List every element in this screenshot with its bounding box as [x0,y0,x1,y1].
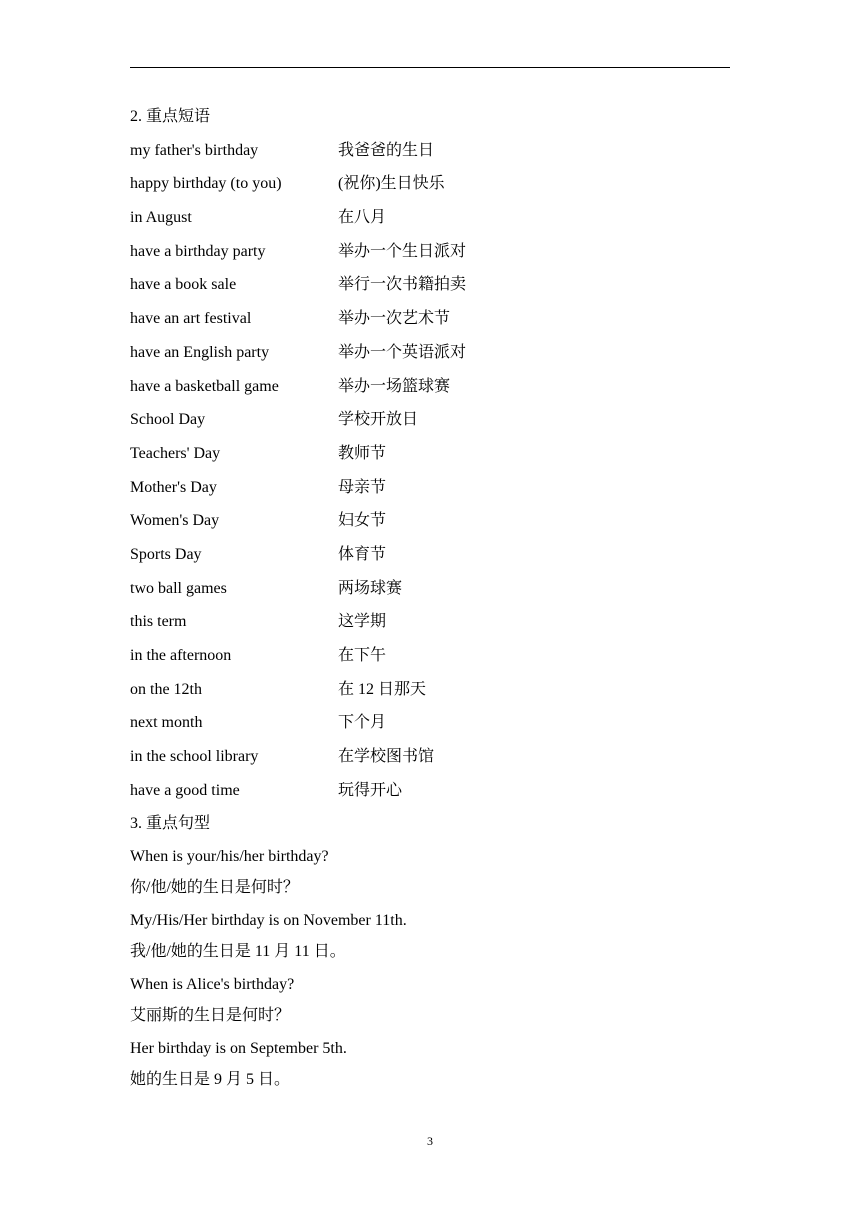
phrase-row [130,740,730,774]
phrase-chinese: 在八月 [338,209,387,227]
phrase-chinese: 在学校图书馆 [338,748,435,766]
phrase-english: Sports Day [130,545,202,563]
phrase-chinese: 妇女节 [338,512,387,530]
phrase-row [130,302,730,336]
sentence-pair [130,905,730,967]
phrase-row [130,504,730,538]
phrase-chinese: 举办一个英语派对 [338,343,467,361]
phrase-english: Mother's Day [130,478,217,496]
phrase-row [130,268,730,302]
document-body [130,100,730,1097]
phrase-english: in the school library [130,748,259,766]
sentences-heading: 3. 重点句型 [130,815,211,833]
phrase-english: have a birthday party [130,242,266,260]
phrase-chinese: 举办一个生日派对 [338,242,467,260]
phrase-chinese: (祝你)生日快乐 [338,175,445,193]
phrase-row [130,370,730,404]
phrase-english: happy birthday (to you) [130,175,282,193]
sentence-english: My/His/Her birthday is on November 11th. [130,912,407,930]
phrase-english: this term [130,613,187,631]
phrase-row [130,167,730,201]
phrase-english: have a book sale [130,276,237,294]
sentence-pair [130,1033,730,1095]
sentence-pair [130,841,730,903]
phrase-english: School Day [130,411,206,429]
phrase-english: on the 12th [130,680,202,698]
phrase-row [130,134,730,168]
phrase-row [130,538,730,572]
phrase-english: my father's birthday [130,141,259,159]
phrase-english: next month [130,714,203,732]
phrase-english: Women's Day [130,512,220,530]
sentence-english: When is your/his/her birthday? [130,848,329,866]
phrase-english: Teachers' Day [130,444,221,462]
sentence-chinese: 你/他/她的生日是何时？ [130,879,299,897]
sentence-chinese: 艾丽斯的生日是何时？ [130,1007,291,1025]
phrase-chinese: 举办一次艺术节 [338,310,451,328]
phrase-chinese: 教师节 [338,444,387,462]
phrase-chinese: 在下午 [338,647,387,664]
phrase-list [130,134,730,808]
phrases-heading: 2. 重点短语 [130,108,211,125]
sentence-english: When is Alice's birthday? [130,976,295,994]
phrase-chinese: 举办一场篮球赛 [338,377,451,395]
phrase-row [130,706,730,740]
phrase-english: have a basketball game [130,377,279,395]
phrase-english: in the afternoon [130,647,232,664]
phrase-row [130,572,730,606]
sentence-chinese: 我/他/她的生日是 11 月 11 日。 [130,943,346,961]
phrase-chinese: 母亲节 [338,478,387,496]
phrase-row [130,403,730,437]
sentence-pair [130,969,730,1031]
phrase-chinese: 两场球赛 [338,579,403,597]
sentence-chinese: 她的生日是 9 月 5 日。 [130,1071,291,1089]
phrase-row [130,437,730,471]
phrase-chinese: 这学期 [338,613,387,631]
phrase-row [130,235,730,269]
phrase-chinese: 举行一次书籍拍卖 [338,276,467,294]
phrase-chinese: 我爸爸的生日 [338,141,435,159]
phrase-row [130,639,730,673]
phrase-chinese: 学校开放日 [338,411,419,429]
phrase-row [130,605,730,639]
phrase-english: have an art festival [130,310,252,328]
phrase-chinese: 下个月 [338,714,387,732]
phrase-row [130,201,730,235]
page-number: 3 [427,1134,433,1148]
phrase-row [130,774,730,808]
sentence-english: Her birthday is on September 5th. [130,1040,347,1058]
phrase-chinese: 体育节 [338,545,387,563]
phrase-row [130,336,730,370]
phrase-chinese: 在 12 日那天 [338,680,427,698]
phrase-english: in August [130,209,192,227]
phrase-english: have a good time [130,781,240,799]
header-rule [130,67,730,68]
sentence-list [130,841,730,1095]
phrase-chinese: 玩得开心 [338,781,403,799]
phrase-english: two ball games [130,579,227,597]
phrase-row [130,673,730,707]
phrase-english: have an English party [130,343,270,361]
phrase-row [130,471,730,505]
